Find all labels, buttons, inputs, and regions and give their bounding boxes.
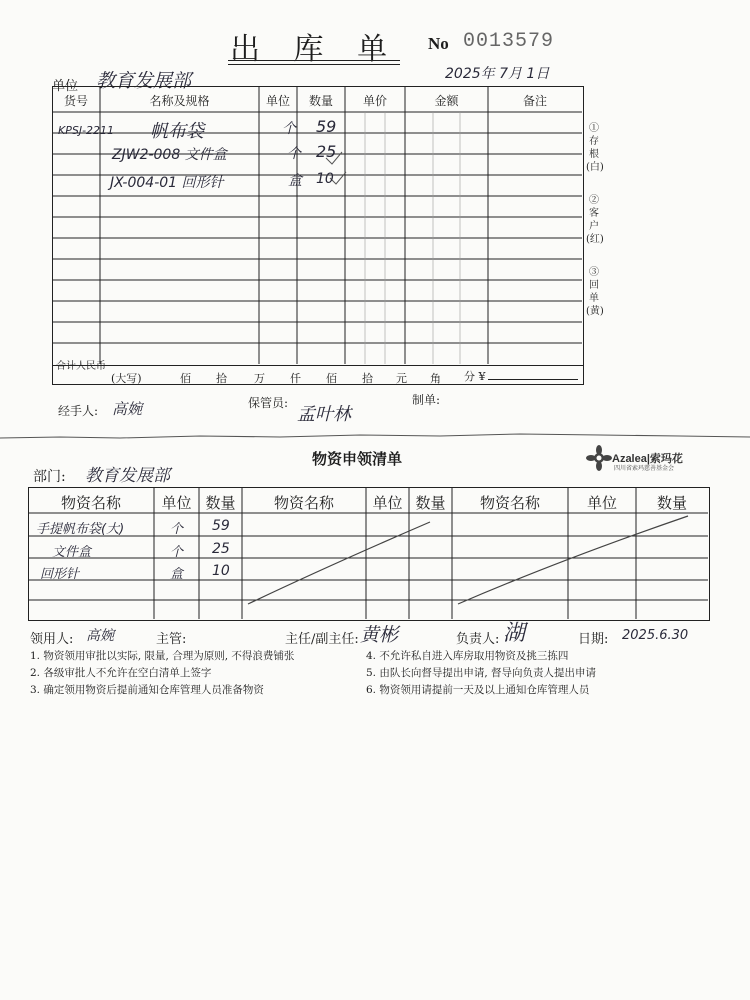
req-row2-unit: 个: [170, 545, 184, 560]
date-value: 2025.6.30: [622, 628, 689, 643]
side-note: ②客户(红): [586, 195, 604, 245]
col-header-unit: 单位: [265, 94, 290, 108]
director-signature: 黄彬: [360, 624, 399, 646]
rule-item: 4. 不允许私自进入库房取用物资及挑三拣四: [366, 650, 569, 662]
req-row3-unit: 盒: [170, 567, 184, 582]
serial-label: No: [428, 34, 449, 53]
row2-name: ZJW2-008 文件盒: [112, 147, 227, 163]
req-row2-qty: 25: [212, 541, 230, 557]
unit-label: 单位: [52, 79, 79, 94]
total-unit: 佰: [326, 372, 337, 385]
applicant-label: 领用人:: [30, 632, 74, 647]
handler-label: 经手人:: [58, 404, 99, 418]
dept-label: 部门:: [33, 469, 66, 485]
row3-unit: 盒: [288, 173, 302, 189]
row1-code: KPSJ-2211: [58, 124, 115, 137]
row3-name: JX-004-01 回形针: [110, 175, 224, 191]
req-col-header-qty: 数量: [656, 495, 687, 512]
req-col-header-name: 物资名称: [479, 495, 540, 512]
row1-unit: 个: [282, 121, 296, 137]
maker-label: 制单:: [412, 393, 441, 407]
req-row3-qty: 10: [212, 563, 230, 579]
req-col-header-unit: 单位: [586, 495, 617, 512]
total-unit: 佰: [180, 372, 191, 385]
form1-title: 出 库 单: [230, 32, 400, 67]
req-col-header-qty: 数量: [205, 495, 236, 512]
applicant-signature: 高婉: [86, 628, 114, 644]
director-label: 主任/副主任:: [285, 632, 359, 647]
col-header-remark: 备注: [522, 94, 547, 108]
form1-date: 2025年 7月 1日: [445, 66, 550, 82]
req-row3-name: 回形针: [40, 567, 80, 582]
total-uppercase-hint: (大写): [111, 372, 142, 385]
rule-item: 3. 确定领用物资后提前通知仓库管理人员准备物资: [30, 684, 264, 696]
total-unit: 元: [396, 372, 407, 385]
date-label: 日期:: [578, 632, 609, 647]
row3-qty: 10: [316, 171, 334, 187]
total-unit: 角: [430, 372, 441, 385]
total-label: 合计人民币: [56, 361, 106, 372]
logo-text: Azalea|索玛花: [612, 453, 683, 465]
col-header-name: 名称及规格: [149, 94, 210, 108]
req-col-header-qty: 数量: [415, 495, 446, 512]
total-unit: 万: [254, 372, 265, 385]
row2-unit: 个: [287, 146, 301, 162]
responsible-label: 负责人:: [456, 632, 500, 647]
rule-item: 1. 物资领用审批以实际, 限量, 合理为原则, 不得浪费铺张: [30, 650, 295, 662]
side-note: ③回单(黄): [586, 267, 604, 317]
row2-qty: 25: [316, 142, 337, 161]
req-col-header-name: 物资名称: [60, 495, 121, 512]
keeper-signature: 孟叶林: [297, 404, 351, 425]
row1-name: 帆布袋: [150, 121, 204, 142]
total-unit: 拾: [216, 372, 227, 385]
req-row1-name: 手提帆布袋(大): [36, 522, 125, 537]
rule-item: 6. 物资领用请提前一天及以上通知仓库管理人员: [366, 684, 590, 696]
logo-subtext: 四川省索玛慈善基金会: [614, 466, 675, 472]
req-row1-qty: 59: [212, 518, 230, 534]
manager-label: 主管:: [156, 632, 187, 647]
total-unit: 拾: [362, 372, 373, 385]
unit-value: 教育发展部: [96, 70, 192, 92]
dept-value: 教育发展部: [85, 466, 170, 486]
req-col-header-unit: 单位: [161, 495, 192, 512]
col-header-qty: 数量: [308, 94, 333, 108]
col-header-price: 单价: [362, 94, 387, 108]
req-col-header-name: 物资名称: [273, 495, 334, 512]
row1-qty: 59: [316, 117, 337, 136]
form2-title: 物资申领清单: [312, 450, 403, 468]
rule-item: 2. 各级审批人不允许在空白清单上签字: [30, 667, 212, 679]
side-note: ①存根(白): [586, 123, 604, 173]
col-header-code: 货号: [63, 94, 88, 108]
handler-signature: 高婉: [112, 400, 143, 418]
total-unit: 仟: [290, 372, 301, 385]
col-header-amount: 金额: [434, 94, 459, 108]
rule-item: 5. 由队长向督导提出申请, 督导向负责人提出申请: [366, 667, 597, 679]
serial-number: 0013579: [463, 30, 555, 53]
keeper-label: 保管员:: [248, 396, 289, 410]
responsible-signature: 湖: [503, 621, 526, 646]
req-row2-name: 文件盒: [52, 545, 92, 560]
req-col-header-unit: 单位: [372, 495, 403, 512]
req-row1-unit: 个: [170, 522, 184, 537]
total-fen: 分 ¥: [464, 370, 486, 383]
